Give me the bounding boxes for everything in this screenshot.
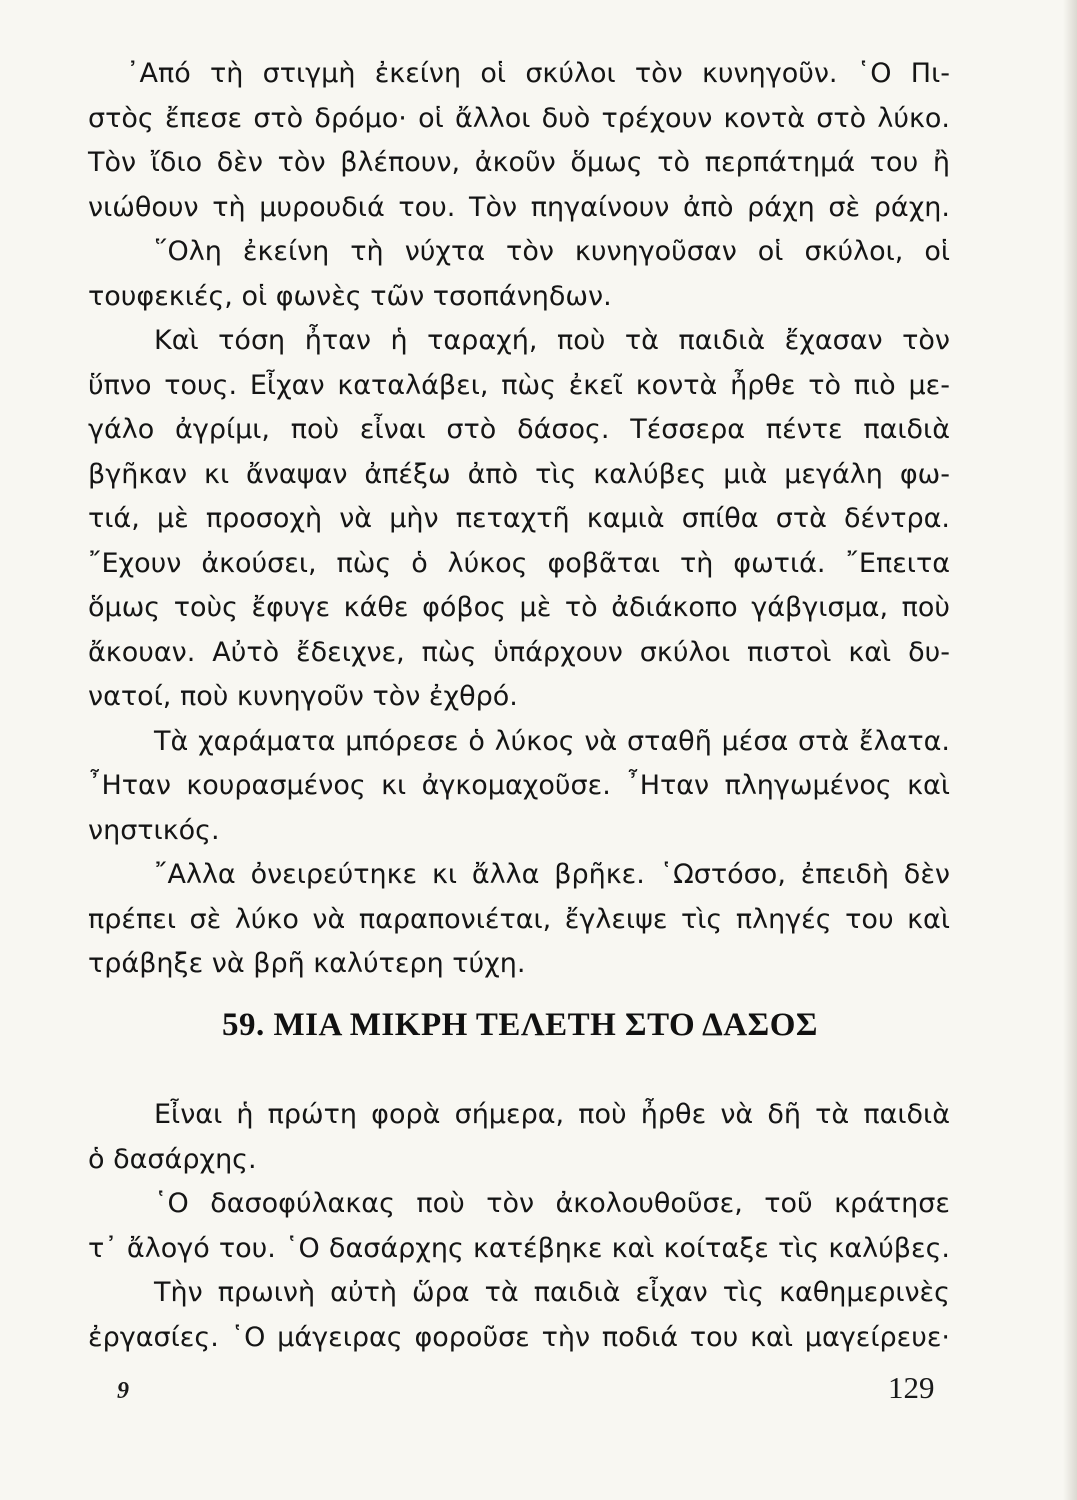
text-line: τ᾿ ἄλογό του. ῾Ο δασάρχης κατέβηκε καὶ κοίταξε τὶς καλύβες. [88,1232,950,1264]
text-line: γάλο ἀγρίμι, ποὺ εἶναι στὸ δάσος. Τέσσερα πέντε παιδιὰ [88,414,950,445]
text-line: Τὴν πρωινὴ αὐτὴ ὥρα τὰ παιδιὰ εἶχαν τὶς καθημερινὲς [154,1277,950,1308]
text-line: νηστικός. [88,814,220,846]
text-line: ῎Αλλα ὀνειρεύτηκε κι ἄλλα βρῆκε. ῾Ωστόσο, ἐπειδὴ δὲν [154,859,950,890]
text-line: ᾿Από τὴ στιγμὴ ἐκείνη οἱ σκύλοι τὸν κυνηγοῦν. ῾Ο Πι- [126,58,950,89]
page-edge-shadow [1063,0,1077,1500]
text-line: τιά, μὲ προσοχὴ νὰ μὴν πεταχτῆ καμιὰ σπίθα στὰ δέντρα. [88,503,950,534]
text-line: νατοί, ποὺ κυνηγοῦν τὸν ἐχθρό. [88,681,518,712]
text-line: ὅμως τοὺς ἔφυγε κάθε φόβος μὲ τὸ ἀδιάκοπο γάβγισμα, ποὺ [88,592,950,623]
text-line: ῎Εχουν ἀκούσει, πὼς ὁ λύκος φοβᾶται τὴ φωτιά. ῎Επειτα [88,547,950,579]
text-line: ῞Ολη ἐκείνη τὴ νύχτα τὸν κυνηγοῦσαν οἱ σκύλοι, οἱ [154,236,950,267]
text-section-forest-ceremony [88,1093,950,1360]
text-line: ῏Ηταν κουρασμένος κι ἀγκομαχοῦσε. ῏Ηταν πληγωμένος καὶ [88,770,950,801]
chapter-heading: 59. ΜΙΑ ΜΙΚΡΗ ΤΕΛΕΤΗ ΣΤΟ ΔΑΣΟΣ [222,1007,818,1043]
text-line: Καὶ τόση ἦταν ἡ ταραχή, ποὺ τὰ παιδιὰ ἔχασαν τὸν [154,325,950,356]
text-line: τουφεκιές, οἱ φωνὲς τῶν τσοπάνηδων. [88,280,612,312]
page-number: 129 [888,1370,935,1405]
text-line: ὁ δασάρχης. [88,1143,257,1175]
text-line: Τὸν ἴδιο δὲν τὸν βλέπουν, ἀκοῦν ὅμως τὸ περπάτημά του ἢ [88,147,950,178]
text-line: τράβηξε νὰ βρῆ καλύτερη τύχη. [88,948,526,979]
text-line: ἄκουαν. Αὐτὸ ἔδειχνε, πὼς ὑπάρχουν σκύλοι πιστοὶ καὶ δυ- [88,636,950,668]
text-line: Εἶναι ἡ πρώτη φορὰ σήμερα, ποὺ ἦρθε νὰ δῆ τὰ παιδιὰ [154,1099,950,1130]
signature-mark: 9 [117,1378,129,1404]
text-line: στὸς ἔπεσε στὸ δρόμο· οἱ ἄλλοι δυὸ τρέχουν κοντὰ στὸ λύκο. [88,102,950,134]
text-line: ῾Ο δασοφύλακας ποὺ τὸν ἀκολουθοῦσε, τοῦ κράτησε [154,1188,950,1219]
text-line: ὕπνο τους. Εἶχαν καταλάβει, πὼς ἐκεῖ κοντὰ ἦρθε τὸ πιὸ με- [88,369,950,401]
text-section-wolf-chase [88,52,950,987]
text-line: πρέπει σὲ λύκο νὰ παραπονιέται, ἔγλειψε τὶς πληγές του καὶ [88,903,950,935]
text-line: νιώθουν τὴ μυρουδιά του. Τὸν πηγαίνουν ἀπὸ ράχη σὲ ράχη. [88,191,950,223]
text-line: βγῆκαν κι ἄναψαν ἀπέξω ἀπὸ τὶς καλύβες μιὰ μεγάλη φω- [88,458,950,490]
text-line: Τὰ χαράματα μπόρεσε ὁ λύκος νὰ σταθῆ μέσα στὰ ἔλατα. [154,725,950,757]
text-line: ἐργασίες. ῾Ο μάγειρας φοροῦσε τὴν ποδιά του καὶ μαγείρευε· [88,1321,950,1353]
